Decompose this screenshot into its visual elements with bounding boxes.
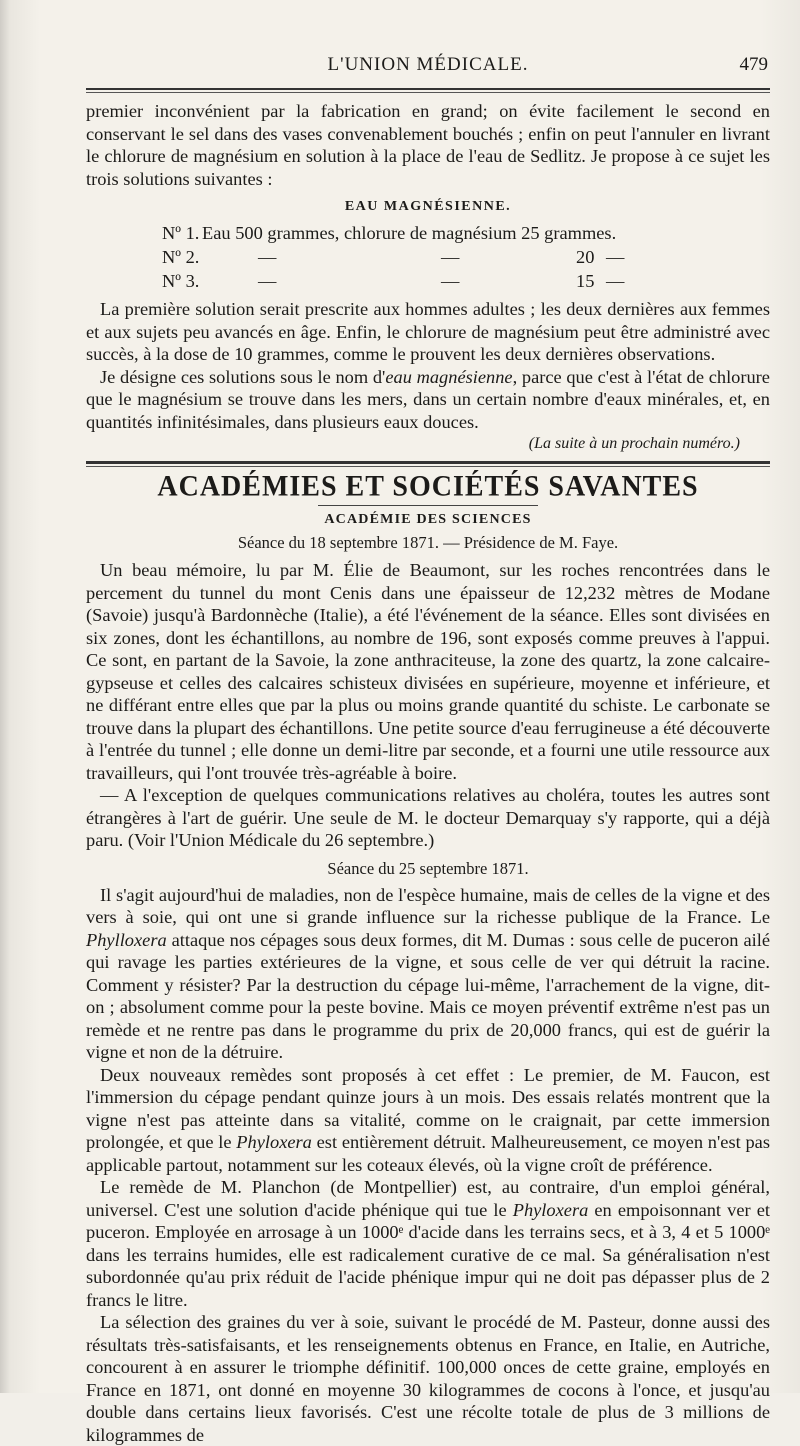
- seance-heading: Séance du 25 septembre 1871.: [327, 858, 529, 878]
- text-run: Je désigne ces solutions sous le nom d': [100, 366, 386, 387]
- paragraph: — A l'exception de quelques communications relatives au choléra, toutes les autres sont étrangères à l'art de guérir. Une seule de M. le docteur Demarquay s'y rapporte, qui a déjà paru. (Voir l'Union Médicale du 26 septembre.): [86, 785, 770, 850]
- solutions-list: [86, 223, 770, 295]
- section-rule-thin: [86, 466, 770, 467]
- eau-magnesienne-label: EAU MAGNÉSIENNE.: [344, 199, 512, 214]
- solution-ditto: —: [606, 271, 625, 291]
- double-rule-thin: [86, 92, 770, 93]
- solution-value: 15: [576, 271, 595, 291]
- text-run: Le remède de M. Planchon (de Montpellier) est, au contraire, d'un emploi général, universel. C'est une solution d'acide phénique qui tue le: [86, 1177, 770, 1220]
- solution-ditto: —: [258, 247, 277, 267]
- title-underline: [318, 505, 538, 506]
- section-rule: [86, 461, 770, 467]
- continuation-note: (La suite à un prochain numéro.): [528, 435, 740, 452]
- article-body: [86, 100, 770, 1446]
- solution-ditto: —: [258, 271, 277, 291]
- text-run: Deux nouveaux remèdes sont proposés à cet effet : Le premier, de M. Faucon, est l'immersion du cépage pendant quinze jours à un mois. Des essais relatés montrent que la vigne n'est pas atteinte dans sa vitalité, comme on le craignait, par cette immersion prolongée, et que le: [86, 1064, 770, 1152]
- solution-number: Nº 1.: [162, 223, 200, 243]
- solution-row: [86, 247, 770, 271]
- section-title: ACADÉMIES ET SOCIÉTÉS SAVANTES: [157, 470, 699, 503]
- intro-paragraph: premier inconvénient par la fabrication en grand; on évite facilement le second en conservant le sel dans des vases convenablement bouchés ; enfin on peut l'annuler en livrant le chlorure de magnésium en solution à la place de l'eau de Sedlitz. Je propose à ce sujet les trois solutions suivantes :: [86, 101, 770, 189]
- solution-number: Nº 2.: [162, 247, 200, 267]
- page-header: [86, 50, 770, 80]
- page-number: 479: [739, 54, 768, 75]
- text-run: attaque nos cépages sous deux formes, dit M. Dumas : sous celle de puceron ailé qui ravage les parties extérieures de la vigne, et sous celle de ver qui détruit la racine. Comment y résister? Par la destruction du cépage lui-même, l'arrachement de la vigne, dit-on ; absolument comme pour la peste bovine. Mais ce moyen préventif extrême n'est pas un remède et ne rentre pas dans le programme du prix de 20,000 francs, qui est de guérir la vigne et non de la détruire.: [86, 929, 770, 1062]
- italic-run: Phyloxera: [236, 1132, 312, 1152]
- paragraph: [86, 884, 770, 1064]
- text-run: Il s'agit aujourd'hui de maladies, non de l'espèce humaine, mais de celles de la vigne et des vers à soie, qui ont une si grande influence sur la richesse publique de la France. Le: [86, 884, 770, 927]
- text-run: est entièrement détruit. Malheureusement, ce moyen n'est pas applicable partout, notamment sur les coteaux élevés, où la vigne croît de préférence.: [86, 1132, 771, 1175]
- text-run: , parce que c'est à l'état de chlorure que le magnésium se trouve dans les mers, dans un certain nombre d'eaux minérales, et, en quantités infinitésimales, dans plusieurs eaux douces.: [86, 366, 770, 432]
- solution-ditto: —: [606, 247, 625, 267]
- paragraph: [86, 366, 770, 434]
- header-rule: [86, 88, 770, 93]
- double-rule: [86, 88, 770, 90]
- solution-row: [86, 223, 770, 247]
- paragraph: La première solution serait prescrite aux hommes adultes ; les deux dernières aux femmes et aux sujets peu avancés en âge. Enfin, le chlorure de magnésium peut être administré avec succès, à la dose de 10 grammes, comme le prouvent les deux dernières observations.: [86, 299, 770, 364]
- paragraph: [86, 1064, 770, 1177]
- academy-heading: ACADÉMIE DES SCIENCES: [324, 512, 532, 527]
- paragraph: Un beau mémoire, lu par M. Élie de Beaumont, sur les roches rencontrées dans le percement du tunnel du mont Cenis dans une épaisseur de 12,232 mètres de Modane (Savoie) jusqu'à Bardonnèche (Italie), a été l'événement de la séance. Elles sont divisées en six zones, dont les échantillons, au nombre de 196, sont exposés comme preuves à l'appui. Ce sont, en partant de la Savoie, la zone anthraciteuse, la zone des quartz, la zone calcaire-gypseuse et celles des calcaires schisteux divisées en supérieure, moyenne et inférieure, et ne différant entre elles que par la plus ou moins grande quantité du schiste. Le carbonate se trouve dans la plupart des échantillons. Une petite source d'eau ferrugineuse a été découverte à l'entrée du tunnel ; elle donne un demi-litre par seconde, et a fourni une utile ressource aux travailleurs, qui l'ont trouvée très-agréable à boire.: [86, 560, 770, 783]
- solution-row: [86, 271, 770, 295]
- solution-ditto: —: [441, 247, 460, 267]
- paragraph: La sélection des graines du ver à soie, suivant le procédé de M. Pasteur, donne aussi des résultats très-satisfaisants, et les renseignements obtenus en France, en Italie, en Autriche, concourent à en assurer le triomphe définitif. 100,000 onces de cette graine, employés en France en 1871, ont donné en moyenne 30 kilogrammes de cocons à l'once, et jusqu'au double dans certains lieux favorisés. C'est une récolte totale de plus de 3 millions de kilogrammes de: [86, 1312, 770, 1445]
- seance-heading: Séance du 18 septembre 1871. — Présidence de M. Faye.: [237, 533, 619, 552]
- paragraph: [86, 1176, 770, 1311]
- solution-ditto: —: [441, 271, 460, 291]
- italic-run: Phylloxera: [86, 929, 167, 950]
- solution-text: Eau 500 grammes, chlorure de magnésium 25 grammes.: [202, 223, 617, 243]
- solution-number: Nº 3.: [162, 271, 200, 291]
- running-title: L'UNION MÉDICALE.: [327, 54, 529, 75]
- italic-run: eau magnésienne: [385, 366, 513, 387]
- section-rule-thick: [86, 461, 770, 464]
- solution-value: 20: [576, 247, 595, 267]
- italic-run: Phyloxera: [512, 1199, 589, 1220]
- text-run: en empoisonnant ver et puceron. Employée en arrosage à un 1000ᵉ d'acide dans les terrains secs, et à 3, 4 et 5 1000ᵉ dans les terrains humides, elle est radicalement curative de ce mal. Sa généralisation n'est subordonnée qu'au prix réduit de l'acide phénique impur qui ne doit pas dépasser plus de 2 francs le litre.: [86, 1199, 770, 1310]
